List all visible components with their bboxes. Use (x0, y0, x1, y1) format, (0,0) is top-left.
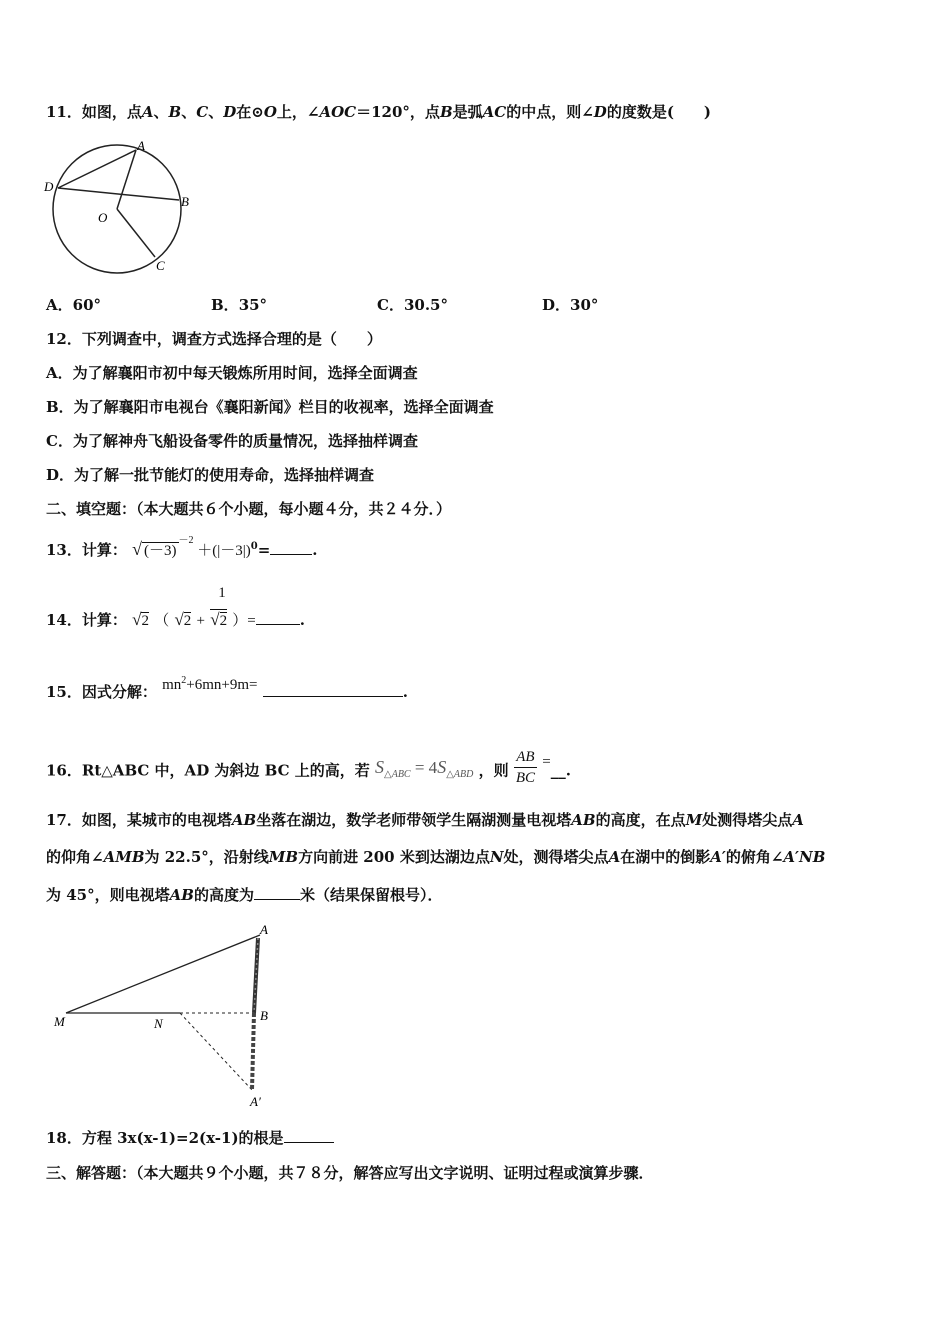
q13: 13．计算： √ $(-3)^{-2} +(|-3|)^0=$ . (46, 535, 318, 559)
q14: 14．计算： √2 （ √2 + $\frac{1}{√2}$ ）= . (46, 585, 305, 629)
q12-stem: 12．下列调查中，调查方式选择合理的是（ ） (46, 330, 382, 348)
q17-line-3: 为 45°，则电视塔AB的高度为 米（结果保留根号）． (46, 886, 443, 904)
label-d: D (44, 179, 54, 194)
q17-line-1: 17．如图，某城市的电视塔AB坐落在湖边，数学老师带领学生隔湖测量电视塔AB的高度，在点M处测得塔尖点A (46, 811, 804, 829)
q15-answer-blank[interactable] (263, 682, 403, 697)
q11-stem: 11．如图，点A、B、C、D在⊙O上，∠AOC＝120°，点B是弧AC的中点，则∠D的度数是( ) (46, 103, 712, 121)
q11-option-b[interactable]: B．35° (211, 296, 268, 314)
label-m: M (54, 1014, 65, 1029)
section-2-heading: 二、填空题：（本大题共６个小题，每小题４分，共２４分．） (46, 500, 452, 518)
q15: 15．因式分解： $mn^2+6mn+9m=$ . (46, 675, 408, 701)
q17-line-2: 的仰角∠AMB为 22.5°，沿射线MB方向前进 200 米到达湖边点N处，测得塔尖点A在湖中的倒影A′的俯角∠A′NB (46, 848, 826, 866)
label-b: B (260, 1008, 268, 1023)
q13-answer-blank[interactable] (270, 540, 312, 555)
q17-answer-blank[interactable] (254, 885, 300, 900)
label-c: C (156, 258, 165, 273)
q18-answer-blank[interactable] (284, 1128, 334, 1143)
q11-option-a[interactable]: A．60° (46, 296, 102, 314)
q16: 16．Rt△ABC 中，AD 为斜边 BC 上的高，若 $S_{\triangle ABC} = 4S_{\triangle ABD}$ ，则 $\frac{AB}{BC}$ =__. (46, 749, 571, 786)
q12-option-a[interactable]: A．为了解襄阳市初中每天锻炼所用时间，选择全面调查 (46, 364, 418, 382)
q11-circle-figure (40, 136, 210, 276)
label-a-prime: A′ (250, 1094, 261, 1109)
q12-option-b[interactable]: B．为了解襄阳市电视台《襄阳新闻》栏目的收视率，选择全面调查 (46, 398, 494, 416)
q18: 18．方程 3x(x-1)=2(x-1)的根是 (46, 1128, 334, 1148)
section-3-heading: 三、解答题：（本大题共９个小题，共７８分，解答应写出文字说明、证明过程或演算步骤． (46, 1164, 654, 1182)
label-a: A (137, 138, 145, 153)
q11-option-d[interactable]: D．30° (542, 296, 599, 314)
q17-tower-figure (40, 918, 290, 1113)
q14-answer-blank[interactable] (256, 610, 300, 625)
q12-option-c[interactable]: C．为了解神舟飞船设备零件的质量情况，选择抽样调查 (46, 432, 418, 450)
q12-option-d[interactable]: D．为了解一批节能灯的使用寿命，选择抽样调查 (46, 466, 375, 484)
label-a: A (260, 922, 268, 937)
label-o: O (98, 210, 108, 225)
label-b: B (181, 194, 189, 209)
q11-option-c[interactable]: C．30.5° (377, 296, 448, 314)
label-n: N (154, 1016, 163, 1031)
